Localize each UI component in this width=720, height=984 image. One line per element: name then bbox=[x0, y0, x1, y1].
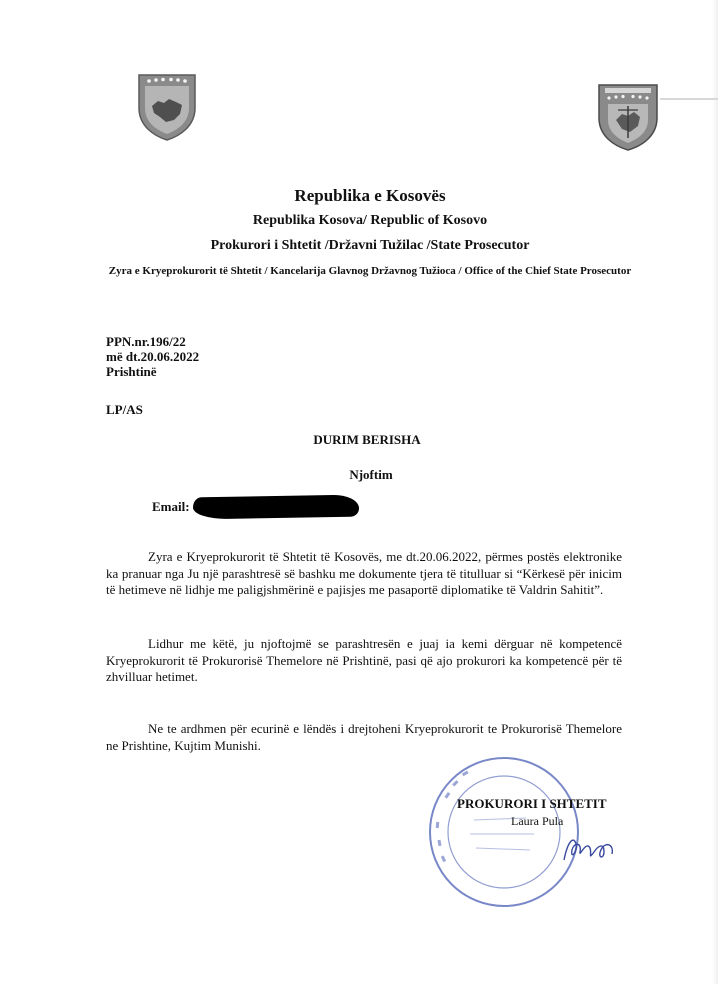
author-initials: LP/AS bbox=[106, 402, 143, 417]
header-institution: Prokurori i Shtetit /Državni Tužilac /State Prosecutor bbox=[210, 238, 530, 253]
reference-date: më dt.20.06.2022 bbox=[106, 349, 200, 364]
body-paragraph-2 bbox=[106, 636, 622, 686]
scan-edge bbox=[712, 0, 718, 984]
header-country-translations: Republika Kosova/ Republic of Kosovo bbox=[252, 213, 488, 228]
email-label: Email: bbox=[152, 499, 190, 514]
body-paragraph-2-text: Lidhur me këtë, ju njoftojmë se parashtresën e juaj ia kemi dërguar në kompetencë Kryeprokurorit të Prokurorisë Themelore në Prishtinë, pasi që ajo prokurori ka kompetencë për të zhvilluar hetimet. bbox=[106, 636, 622, 684]
body-paragraph-3 bbox=[106, 721, 622, 754]
signatory-name: Laura Pula bbox=[511, 814, 564, 828]
recipient-name: DURIM BERISHA bbox=[313, 432, 421, 447]
signatory-title: PROKURORI I SHTETIT bbox=[457, 796, 607, 811]
official-stamp-icon bbox=[426, 754, 582, 910]
document-subject: Njoftim bbox=[349, 467, 393, 482]
reference-number: PPN.nr.196/22 bbox=[106, 334, 186, 349]
body-paragraph-3-text: Ne te ardhmen për ecurinë e lëndës i drejtoheni Kryeprokurorit te Prokurorisë Themelore ne Prishtine, Kujtim Munishi. bbox=[106, 721, 622, 753]
email-redaction bbox=[193, 495, 359, 520]
scan-mark bbox=[660, 98, 718, 100]
prosecutor-emblem-icon bbox=[596, 82, 660, 152]
handwritten-signature bbox=[560, 830, 620, 870]
header-office: Zyra e Kryeprokurorit të Shtetit / Kancelarija Glavnog Državnog Tužioca / Office of the Chief State Prosecutor bbox=[108, 265, 632, 277]
body-paragraph-1 bbox=[106, 549, 622, 599]
kosovo-coat-of-arms-icon bbox=[136, 72, 198, 142]
header-country: Republika e Kosovës bbox=[294, 186, 446, 205]
reference-place: Prishtinë bbox=[106, 364, 157, 379]
body-paragraph-1-text: Zyra e Kryeprokurorit të Shtetit të Kosovës, me dt.20.06.2022, përmes postës elektronike ka pranuar nga Ju një parashtresë së bashku me dokumente tjera të titulluar si “Kërkesë për inicim të hetimeve në lidhje me paligjshmërinë e pajisjes me pasaportë diplomatike të Valdrin Sahitit”. bbox=[106, 549, 622, 597]
